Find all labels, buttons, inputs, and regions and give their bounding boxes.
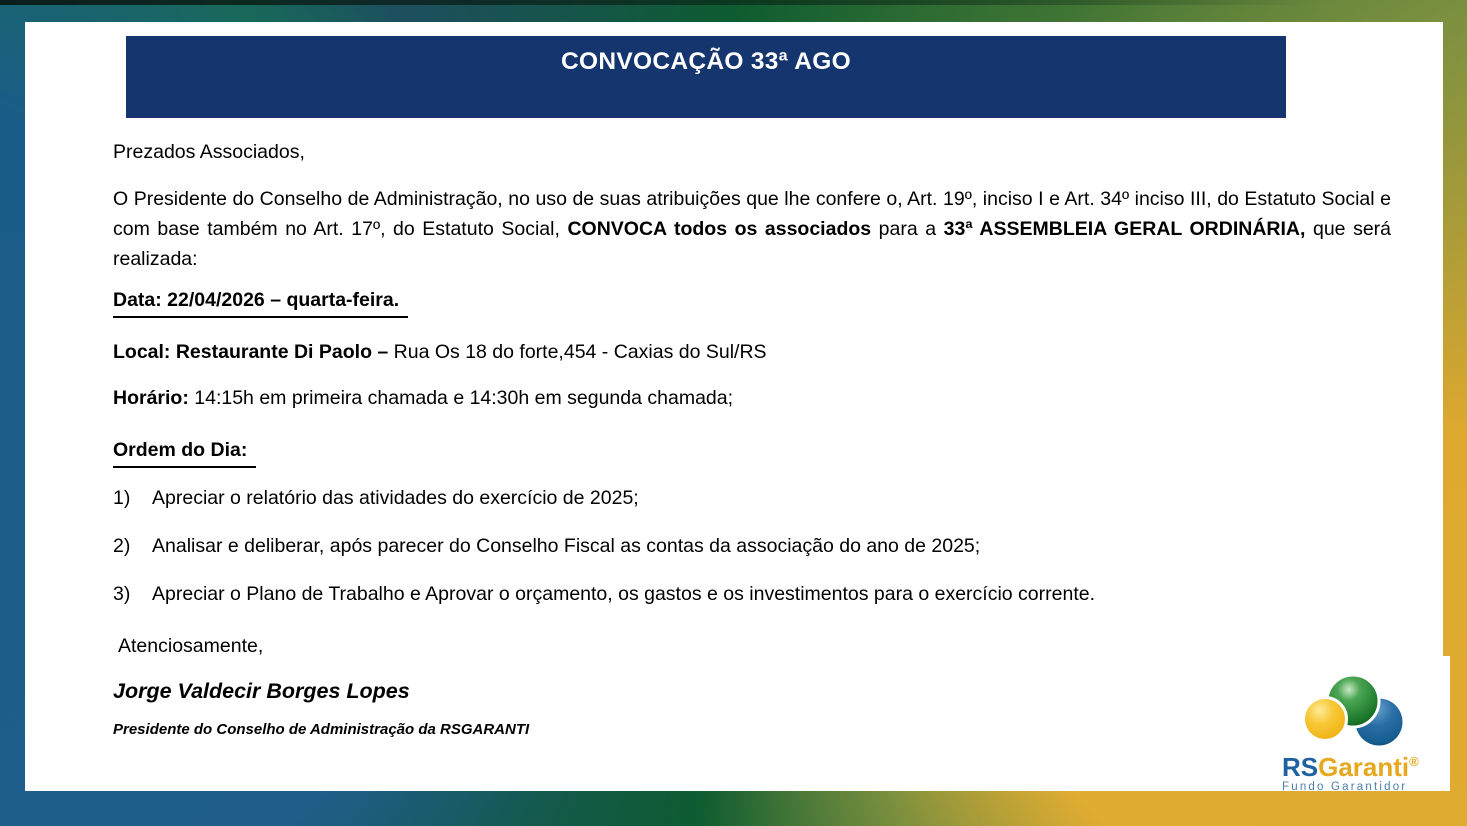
top-shadow-strip: [0, 0, 1320, 5]
time-label: Horário:: [113, 387, 189, 409]
document-title-bar: [126, 36, 1286, 118]
rsgaranti-balls-icon: [1280, 656, 1450, 751]
agenda-item-text: Apreciar o relatório das atividades do exercício de 2025;: [152, 487, 639, 509]
intro-bold-convoca: CONVOCA todos os associados: [567, 218, 872, 240]
page-title: CONVOCAÇÃO 33ª AGO: [561, 48, 851, 75]
registered-trademark-icon: ®: [1409, 754, 1419, 769]
agenda-heading: [113, 435, 1391, 468]
intro-bold-assembleia: 33ª ASSEMBLEIA GERAL ORDINÁRIA,: [943, 218, 1306, 240]
yellow-ball: [1304, 698, 1347, 741]
intro-text-1: O Presidente do Conselho de Administração, no uso de suas atribuições que lhe confere o, Art. 19º, inciso I e Art. 34º inciso III, do Estatuto Social e com base também no Art. 17º, do Estatuto Social,: [113, 188, 1391, 240]
intro-paragraph: [113, 184, 1391, 274]
location-label: Local: Restaurante Di Paolo –: [113, 341, 389, 363]
time-value: 14:15h em primeira chamada e 14:30h em segunda chamada;: [188, 387, 734, 409]
rsgaranti-logo: [1280, 656, 1450, 791]
location-line: [113, 337, 1391, 367]
logo-garanti-text: Garanti: [1318, 752, 1410, 782]
agenda-item-1: [113, 483, 1391, 513]
agenda-item-3: [113, 579, 1391, 609]
signature-title: Presidente do Conselho de Administração da RSGARANTI: [113, 721, 530, 738]
logo-rs-text: RS: [1282, 752, 1319, 782]
date-line: [113, 285, 1391, 318]
closing-salutation: Atenciosamente,: [118, 635, 264, 657]
agenda-item-number: 3): [113, 583, 131, 605]
intro-text-3: que será realizada:: [113, 218, 1392, 270]
document-body: [25, 118, 1443, 741]
location-address: Rua Os 18 do forte,454 - Caxias do Sul/RS: [388, 341, 767, 363]
logo-tagline: Fundo Garantidor: [1282, 781, 1408, 793]
salutation: Prezados Associados,: [113, 141, 305, 163]
agenda-item-text: Analisar e deliberar, após parecer do Conselho Fiscal as contas da associação do ano de 2025;: [152, 535, 981, 557]
intro-text-2: para a: [871, 218, 944, 240]
agenda-item-text: Apreciar o Plano de Trabalho e Aprovar o orçamento, os gastos e os investimentos para o exercício corrente.: [152, 583, 1096, 605]
agenda-item-2: [113, 531, 1391, 561]
time-line: [113, 383, 1391, 413]
signature-name: Jorge Valdecir Borges Lopes: [113, 679, 410, 703]
document-page: [25, 22, 1443, 791]
agenda-item-number: 1): [113, 487, 131, 509]
agenda-item-number: 2): [113, 535, 131, 557]
date-value: Data: 22/04/2026 – quarta-feira.: [113, 285, 408, 318]
logo-wordmark: [1280, 749, 1450, 780]
agenda-heading-text: Ordem do Dia:: [113, 435, 256, 468]
